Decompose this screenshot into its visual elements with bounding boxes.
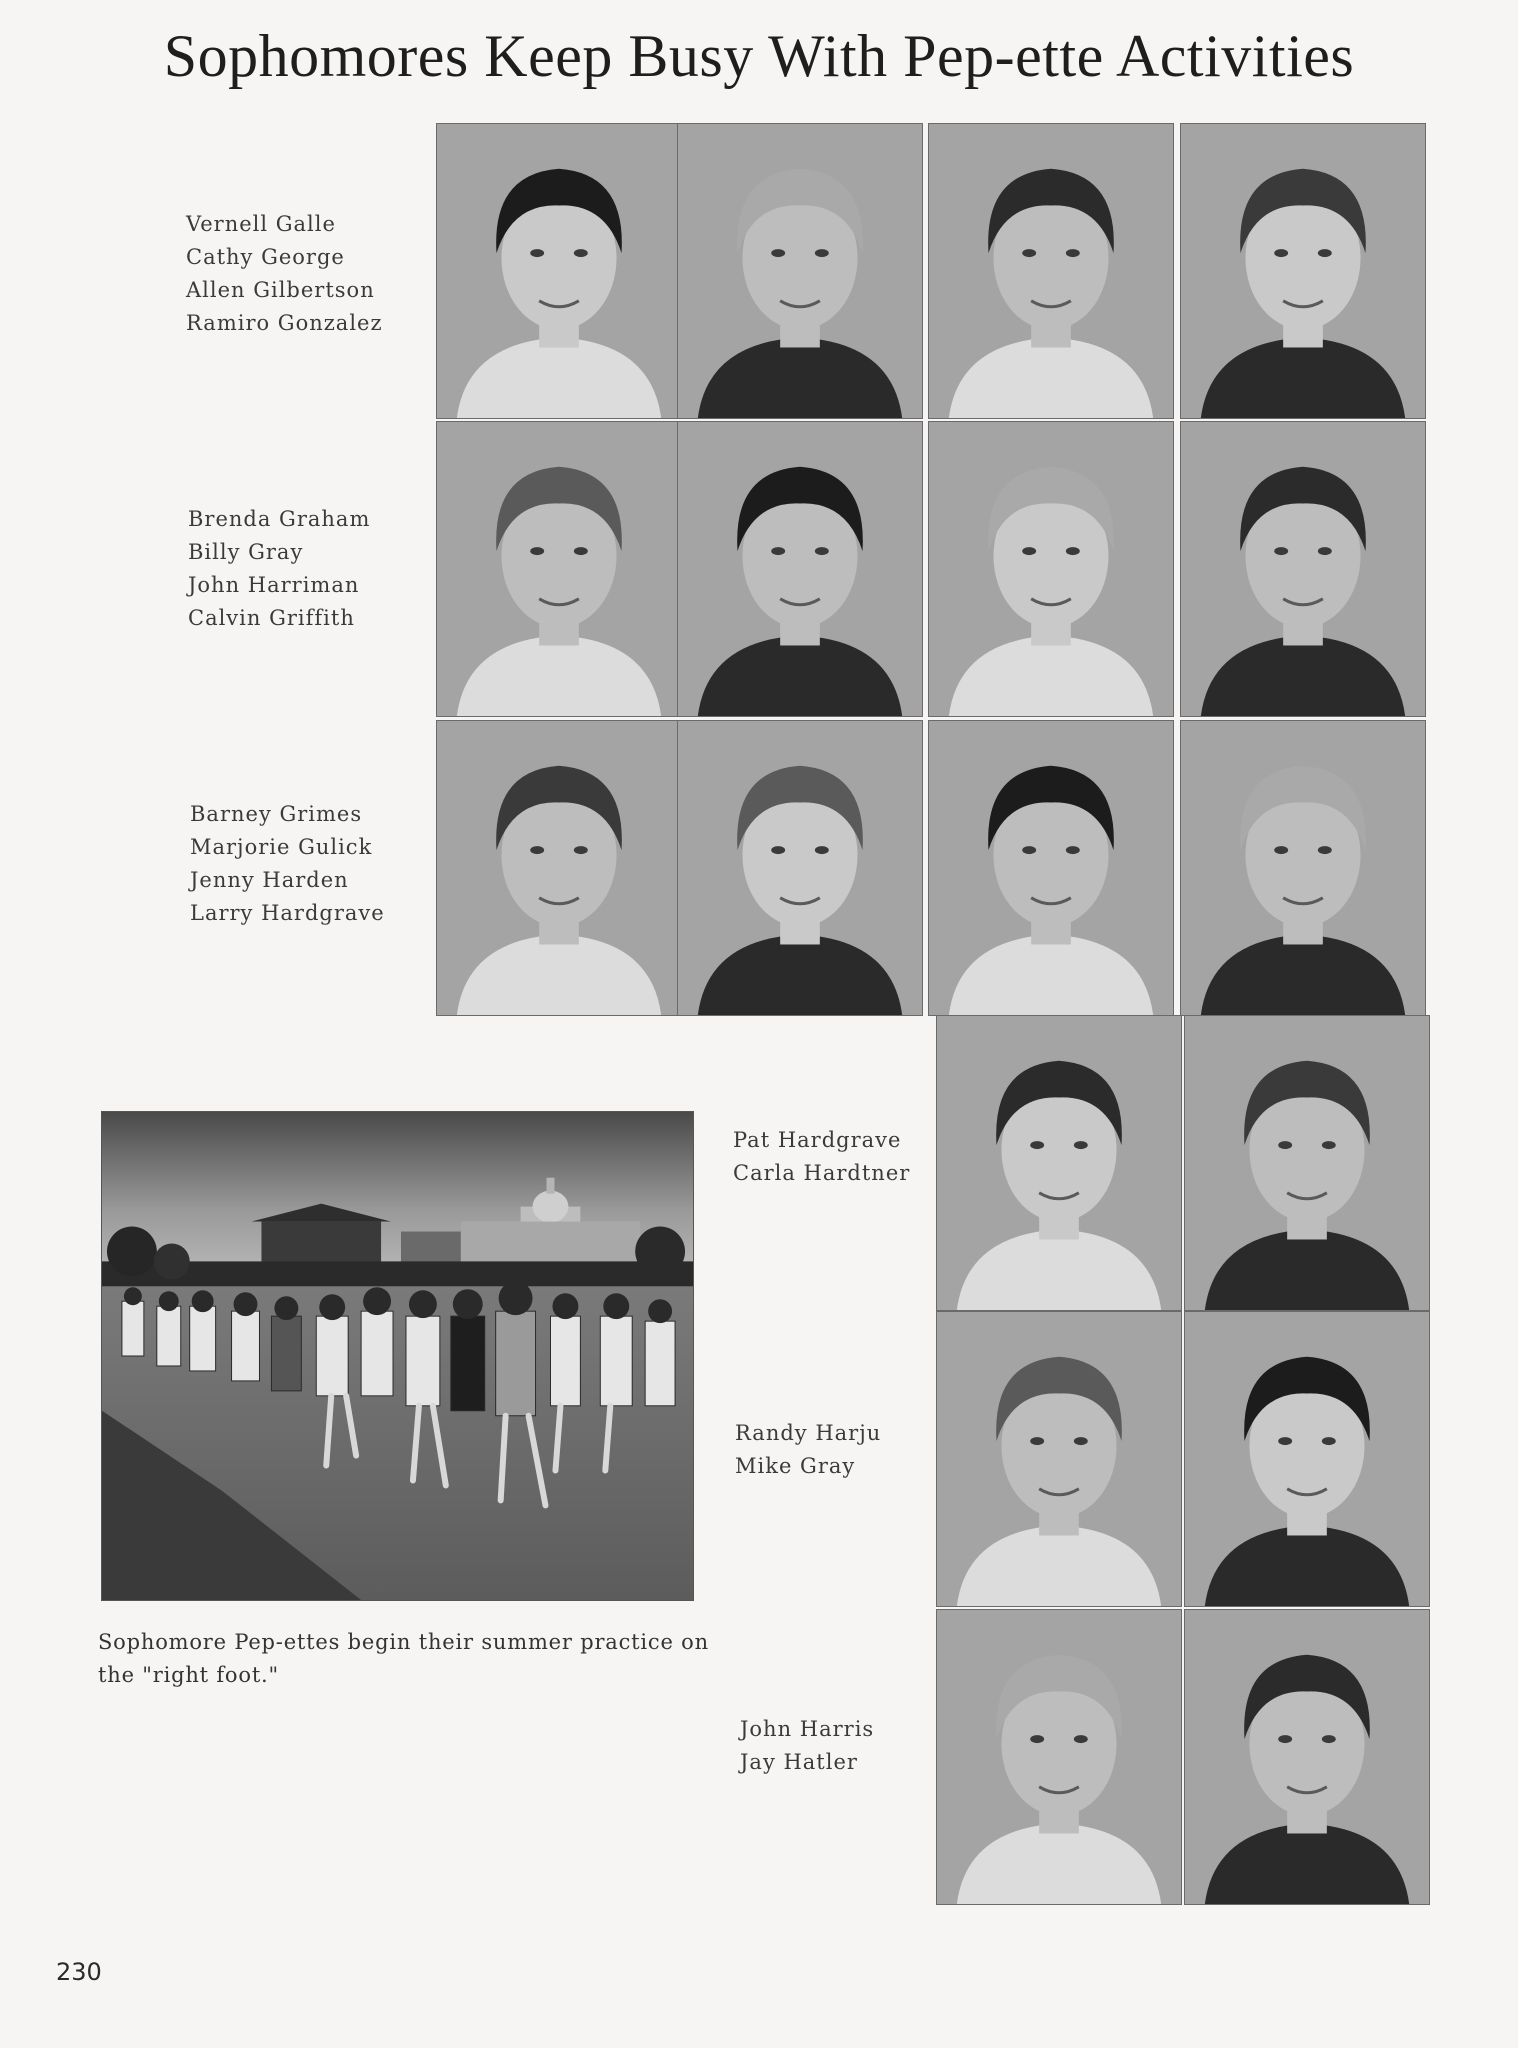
group-photo (101, 1111, 694, 1601)
student-portrait (677, 720, 923, 1016)
student-name: Ramiro Gonzalez (186, 311, 383, 335)
student-portrait (677, 123, 923, 419)
name-list-row-2 (188, 503, 370, 635)
student-portrait (1184, 1015, 1430, 1311)
student-name: Billy Gray (188, 540, 304, 564)
student-portrait (928, 720, 1174, 1016)
student-portrait (936, 1311, 1182, 1607)
student-name: Jay Hatler (740, 1750, 858, 1774)
student-name: Larry Hardgrave (190, 901, 385, 925)
student-name: Vernell Galle (186, 212, 336, 236)
student-name: Pat Hardgrave (733, 1128, 902, 1152)
student-portrait (436, 720, 682, 1016)
student-name: Jenny Harden (190, 868, 349, 892)
student-portrait (1184, 1311, 1430, 1607)
student-name: John Harris (740, 1717, 875, 1741)
student-portrait (436, 123, 682, 419)
student-portrait (677, 421, 923, 717)
student-portrait (928, 421, 1174, 717)
page-title: Sophomores Keep Busy With Pep-ette Activities (163, 23, 1355, 89)
student-portrait (936, 1609, 1182, 1905)
student-name: Allen Gilbertson (186, 278, 375, 302)
student-name: Carla Hardtner (733, 1161, 911, 1185)
student-name: Brenda Graham (188, 507, 371, 531)
name-list-row-4 (733, 1124, 910, 1190)
student-name: Cathy George (186, 245, 345, 269)
student-portrait (1180, 720, 1426, 1016)
student-name: Calvin Griffith (188, 606, 355, 630)
student-name: Barney Grimes (190, 802, 363, 826)
student-name: Marjorie Gulick (190, 835, 373, 859)
student-portrait (436, 421, 682, 717)
page-number: 230 (56, 1958, 102, 1986)
student-portrait (1180, 421, 1426, 717)
name-list-row-6 (740, 1713, 874, 1779)
student-portrait (1184, 1609, 1430, 1905)
student-portrait (936, 1015, 1182, 1311)
photo-caption: Sophomore Pep-ettes begin their summer practice on the "right foot." (98, 1630, 709, 1687)
name-list-row-5 (735, 1417, 881, 1483)
student-name: John Harriman (188, 573, 360, 597)
student-portrait (928, 123, 1174, 419)
student-name: Randy Harju (735, 1421, 882, 1445)
student-portrait (1180, 123, 1426, 419)
name-list-row-1 (186, 208, 383, 340)
name-list-row-3 (190, 798, 385, 930)
student-name: Mike Gray (735, 1454, 856, 1478)
